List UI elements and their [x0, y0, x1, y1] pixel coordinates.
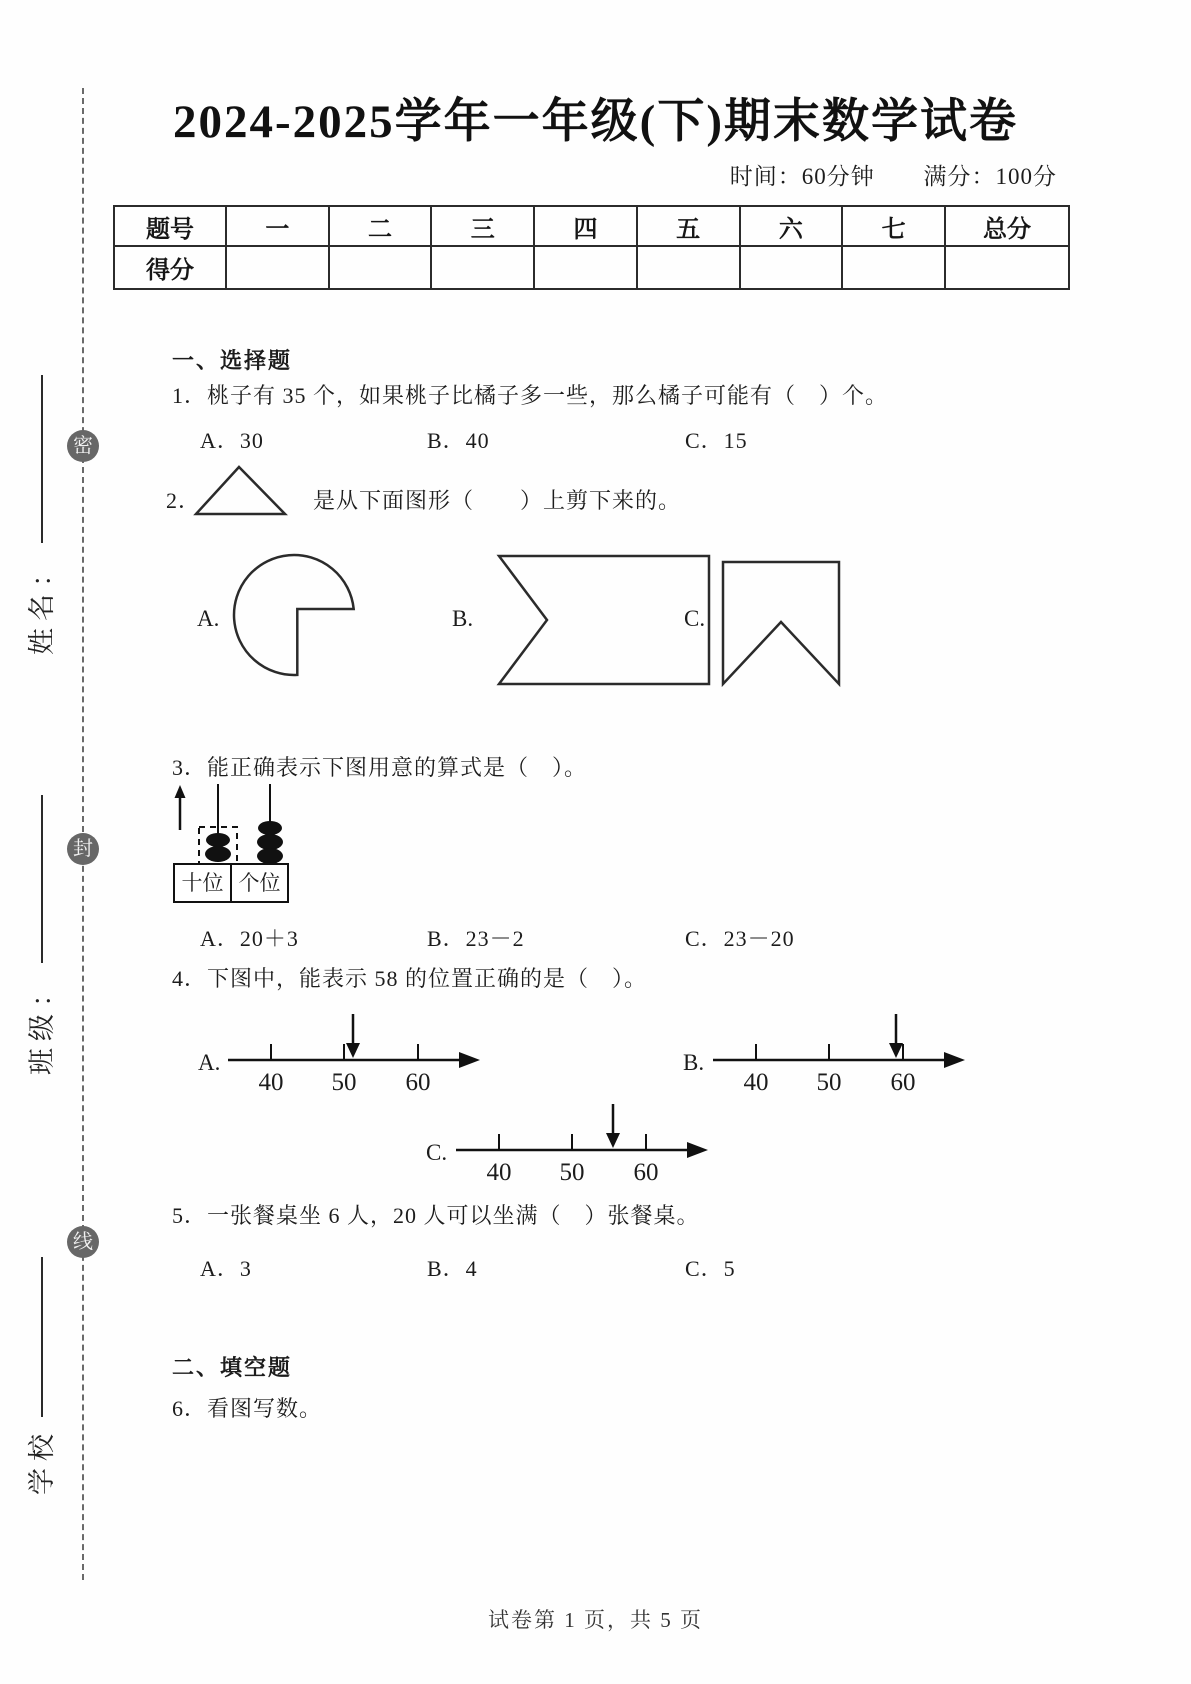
triangle-shape — [193, 464, 293, 518]
header-col-2: 二 — [329, 206, 432, 246]
question-3-text: 3．能正确表示下图用意的算式是（ ）。 — [172, 755, 588, 780]
score-cell — [740, 246, 843, 289]
score-cell — [637, 246, 740, 289]
exam-meta — [730, 158, 1057, 191]
tick-label: 40 — [258, 1069, 284, 1096]
name-label: 姓名： — [27, 553, 57, 655]
time-limit: 时间：60分钟 — [729, 164, 875, 189]
score-table-score-row — [114, 246, 1069, 289]
ones-beads — [257, 821, 283, 864]
number-line-c — [454, 1100, 716, 1188]
school-field — [20, 1257, 59, 1495]
header-question-number: 题号 — [114, 206, 226, 246]
q5-option-b: B．4 — [427, 1256, 478, 1281]
ones-label: 个位 — [238, 871, 281, 895]
score-label: 得分 — [114, 246, 226, 289]
question-3-options — [0, 922, 1191, 952]
class-label: 班级： — [27, 973, 57, 1075]
page-footer: 试卷第 1 页，共 5 页 — [488, 1608, 703, 1632]
seal-char-feng: 封 — [67, 833, 99, 865]
q2-shape-label-a: A. — [197, 606, 220, 631]
score-cell — [945, 246, 1069, 289]
rectangle-with-left-notch-shape — [491, 552, 715, 688]
question-2-number: 2． — [166, 488, 202, 513]
q4-line-label-b: B. — [683, 1050, 705, 1075]
q1-option-c: C．15 — [685, 428, 748, 453]
header-col-3: 三 — [431, 206, 534, 246]
tick-label: 40 — [486, 1159, 512, 1186]
question-5-options — [0, 1252, 1191, 1282]
full-score: 满分：100分 — [923, 164, 1057, 189]
score-cell — [226, 246, 329, 289]
header-col-4: 四 — [534, 206, 637, 246]
q1-option-b: B．40 — [427, 428, 490, 453]
down-arrow-icon — [606, 1104, 620, 1148]
score-cell — [431, 246, 534, 289]
score-table — [113, 205, 1070, 290]
q5-option-a: A．3 — [200, 1256, 252, 1281]
tick-label: 60 — [890, 1069, 916, 1096]
q3-option-a: A．20＋3 — [200, 926, 299, 951]
question-1-text: 1．桃子有 35 个，如果桃子比橘子多一些，那么橘子可能有（ ）个。 — [172, 383, 889, 408]
school-label: 学校 — [27, 1427, 57, 1495]
seal-char-xian: 线 — [67, 1226, 99, 1258]
question-5-text: 5．一张餐桌坐 6 人，20 人可以坐满（ ）张餐桌。 — [172, 1203, 700, 1228]
q5-option-c: C．5 — [685, 1256, 736, 1281]
section-2-heading: 二、填空题 — [172, 1355, 293, 1380]
tick-label: 50 — [816, 1069, 842, 1096]
circle-with-notch-shape — [231, 551, 361, 687]
score-table-header-row — [114, 206, 1069, 246]
banner-shape — [717, 556, 845, 690]
tens-label: 十位 — [181, 871, 224, 895]
header-col-1: 一 — [226, 206, 329, 246]
right-arrow-icon — [944, 1052, 965, 1068]
tick-label: 50 — [559, 1159, 585, 1186]
q4-line-label-a: A. — [198, 1050, 221, 1075]
tick-label: 60 — [633, 1159, 659, 1186]
number-line-b — [711, 1010, 973, 1098]
up-arrow-icon — [175, 785, 186, 830]
name-field — [20, 375, 59, 655]
page-title: 2024-2025学年一年级(下)期末数学试卷 — [173, 96, 1018, 148]
tens-beads — [205, 833, 231, 862]
q2-shape-label-b: B. — [452, 606, 474, 631]
tick-label: 40 — [743, 1069, 769, 1096]
section-1-heading: 一、选择题 — [172, 348, 293, 373]
q3-option-b: B．23－2 — [427, 926, 525, 951]
header-col-6: 六 — [740, 206, 843, 246]
down-arrow-icon — [346, 1014, 360, 1058]
header-col-7: 七 — [842, 206, 945, 246]
question-6-text: 6．看图写数。 — [172, 1396, 323, 1421]
score-cell — [534, 246, 637, 289]
score-cell — [329, 246, 432, 289]
header-total: 总分 — [945, 206, 1069, 246]
tick-label: 50 — [331, 1069, 357, 1096]
right-arrow-icon — [459, 1052, 480, 1068]
score-cell — [842, 246, 945, 289]
q3-option-c: C．23－20 — [685, 926, 795, 951]
question-2-text: 是从下面图形（ ）上剪下来的。 — [313, 488, 682, 513]
right-arrow-icon — [687, 1142, 708, 1158]
seal-char-mi: 密 — [67, 430, 99, 462]
q4-line-label-c: C. — [426, 1140, 448, 1165]
tick-label: 60 — [405, 1069, 431, 1096]
q1-option-a: A．30 — [200, 428, 264, 453]
down-arrow-icon — [889, 1014, 903, 1058]
question-1-options — [0, 424, 1191, 454]
name-blank-line — [37, 375, 43, 543]
question-4-text: 4．下图中，能表示 58 的位置正确的是（ ）。 — [172, 966, 648, 991]
q2-shape-label-c: C. — [684, 606, 706, 631]
header-col-5: 五 — [637, 206, 740, 246]
abacus-diagram — [166, 782, 298, 908]
number-line-a — [226, 1010, 488, 1098]
